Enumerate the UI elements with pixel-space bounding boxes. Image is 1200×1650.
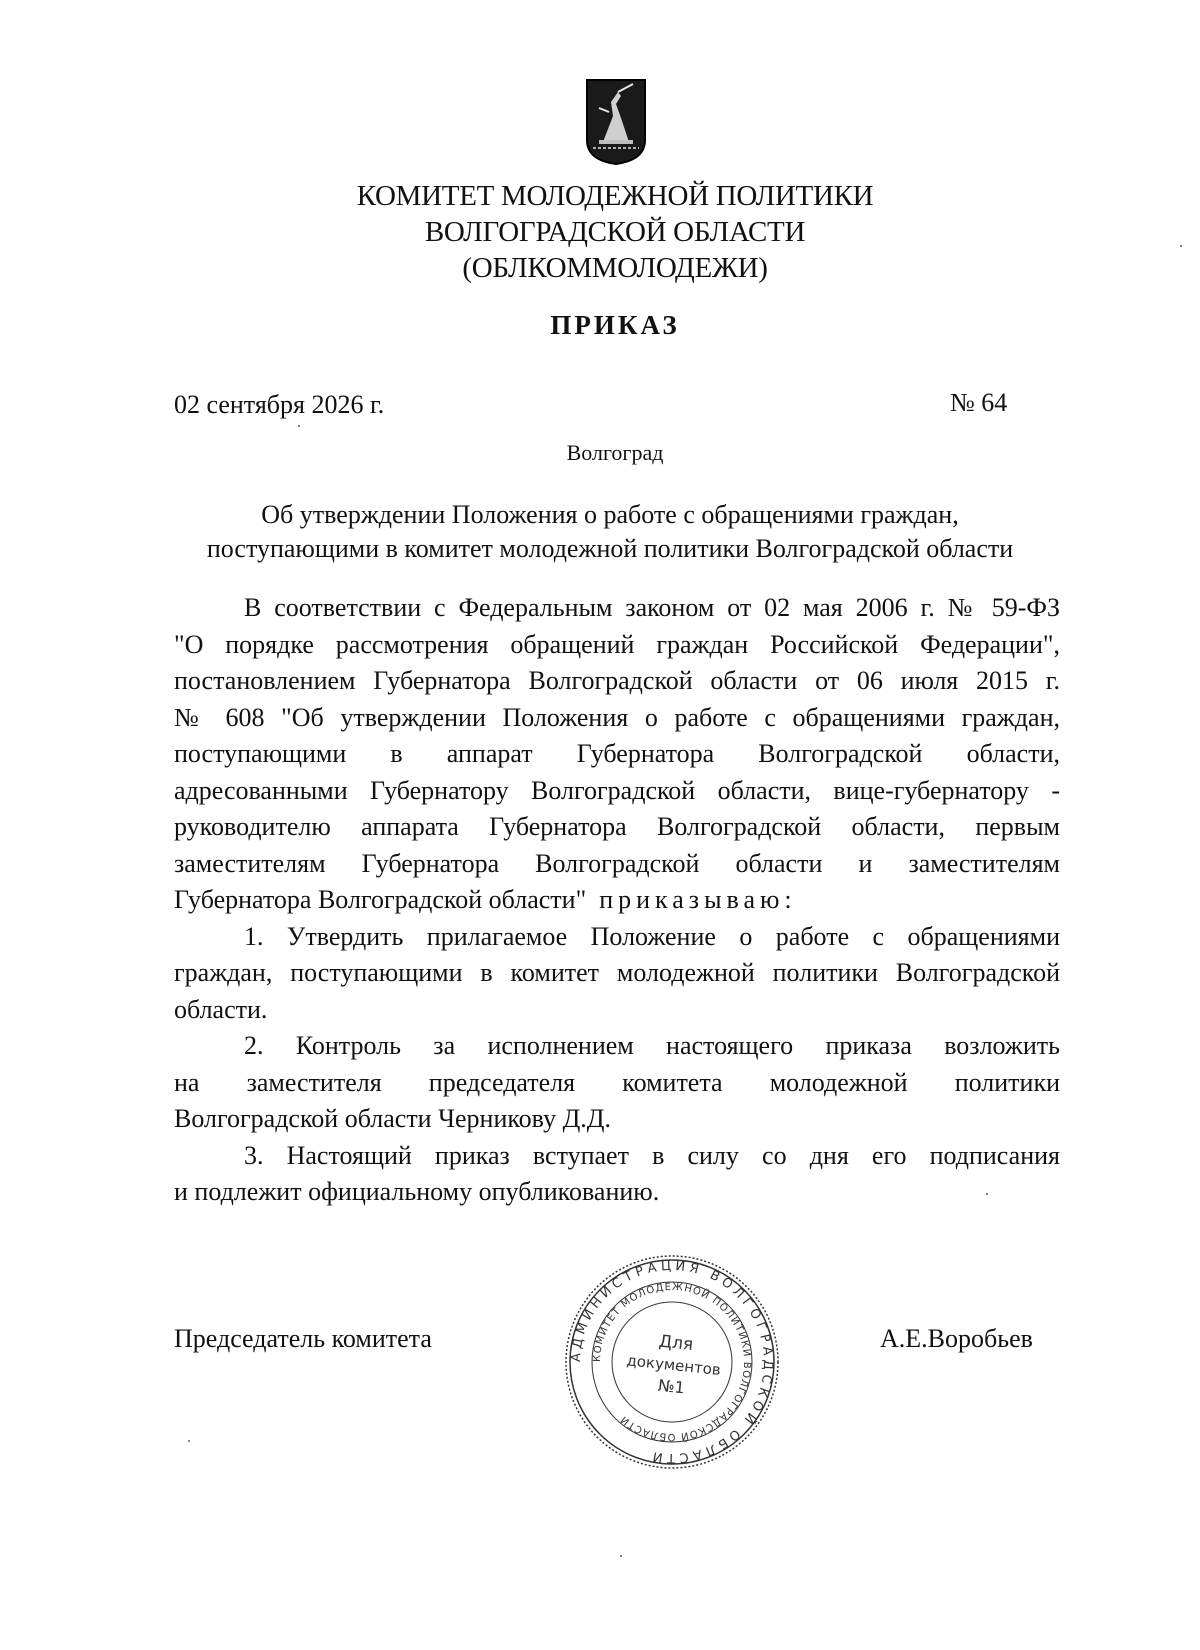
preamble-last-text: Губернатора Волгоградской области" [174, 885, 587, 914]
volgograd-coat-of-arms-icon [585, 78, 647, 166]
body-line: "О порядке рассмотрения обращений граждан Российской Федерации", [174, 629, 1060, 659]
signer-name: А.Е.Воробьев [880, 1324, 1033, 1353]
body-line: 1. Утвердить прилагаемое Положение о работе с обращениями [244, 921, 1060, 951]
document-date: 02 сентября 2026 г. [174, 390, 385, 419]
body-line: № 608 "Об утверждении Положения о работе с обращениями граждан, [174, 702, 1060, 732]
body-line: 2. Контроль за исполнением настоящего приказа возложить [244, 1031, 1060, 1060]
org-line: ВОЛГОГРАДСКОЙ ОБЛАСТИ [424, 216, 806, 248]
seal-inner-text: КОМИТЕТ МОЛОДЕЖНОЙ ПОЛИТИКИ ВОЛГОГРАДСКОЙ ОБЛАСТИ [591, 1281, 753, 1443]
document-number: № 64 [950, 388, 1008, 417]
scan-speck [188, 1440, 190, 1442]
document-type: ПРИКАЗ [550, 310, 680, 340]
scan-speck [1180, 245, 1182, 247]
body-line: граждан, поступающими в комитет молодежной политики Волгоградской [174, 958, 1060, 987]
seal-center-line: №1 [657, 1375, 686, 1398]
official-seal [562, 1252, 782, 1472]
seal-center-line: Для [657, 1331, 695, 1356]
document-city: Волгоград [566, 440, 664, 465]
body-line: и подлежит официальному опубликованию. [174, 1177, 660, 1206]
subject-line: Об утверждении Положения о работе с обращениями граждан, [261, 500, 959, 529]
org-line: (ОБЛКОММОЛОДЕЖИ) [462, 252, 768, 284]
body-line: на заместителя председателя комитета молодежной политики [174, 1067, 1060, 1097]
seal-center-line: документов [625, 1351, 722, 1380]
body-line [174, 882, 1060, 919]
document-body [174, 590, 1060, 1211]
body-line: Волгоградской области Черникову Д.Д. [174, 1104, 612, 1133]
subject-line: поступающими в комитет молодежной политики Волгоградской области [206, 534, 1014, 563]
seal-outer-text: АДМИНИСТРАЦИЯ ВОЛГОГРАДСКОЙ ОБЛАСТИ [568, 1258, 776, 1466]
scan-speck [298, 425, 300, 427]
scan-speck [986, 1193, 988, 1195]
decree-word: приказываю: [599, 885, 797, 914]
body-line: адресованными Губернатору Волгоградской области, вице-губернатору - [174, 775, 1060, 805]
document-subject [160, 498, 1060, 566]
body-line: заместителям Губернатора Волгоградской области и заместителям [174, 848, 1060, 878]
organization-name [0, 178, 1200, 286]
org-line: КОМИТЕТ МОЛОДЕЖНОЙ ПОЛИТИКИ [356, 180, 874, 212]
body-line: руководителю аппарата Губернатора Волгоградской области, первым [174, 812, 1060, 841]
body-line: 3. Настоящий приказ вступает в силу со дня его подписания [244, 1140, 1060, 1170]
body-line: постановлением Губернатора Волгоградской области от 06 июля 2015 г. [174, 666, 1060, 695]
signer-position: Председатель комитета [174, 1324, 432, 1353]
body-line: области. [174, 994, 268, 1024]
body-line: поступающими в аппарат Губернатора Волгоградской области, [174, 739, 1060, 768]
scan-speck [620, 1555, 622, 1557]
body-line: В соответствии с Федеральным законом от 02 мая 2006 г. № 59-ФЗ [244, 593, 1060, 622]
